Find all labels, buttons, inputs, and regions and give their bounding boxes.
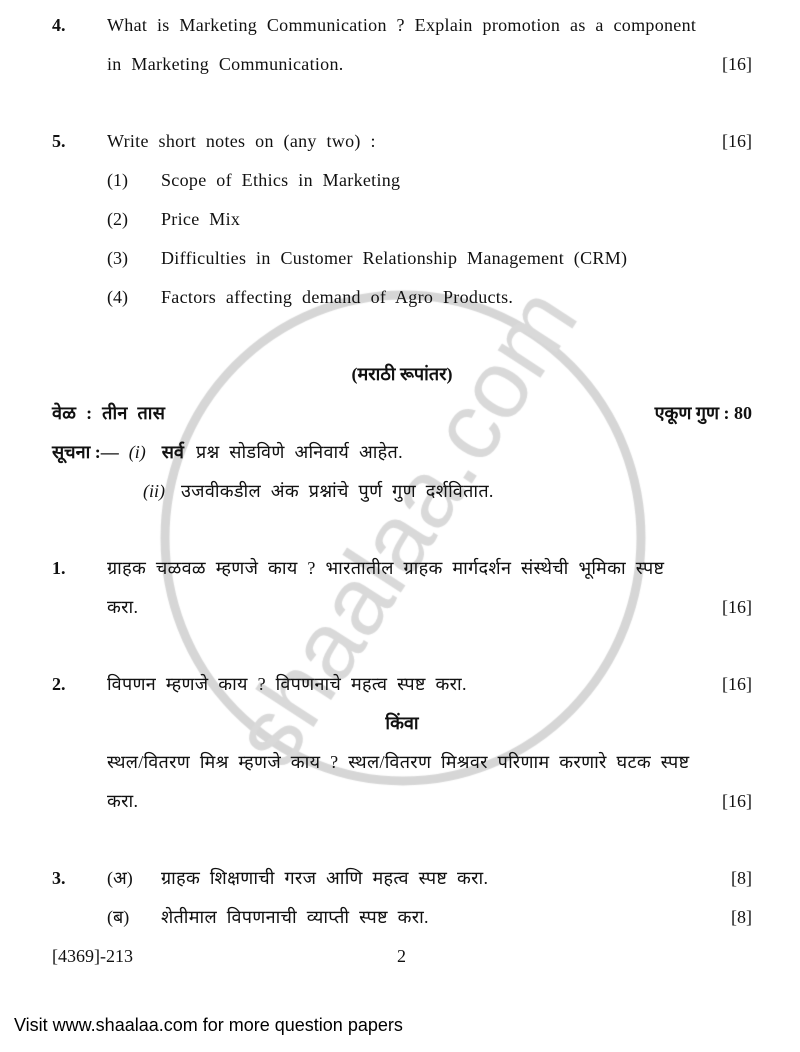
mq1-row-2 xyxy=(52,596,752,635)
visit-link[interactable]: Visit www.shaalaa.com for more question papers xyxy=(14,1015,403,1035)
q4-number: 4. xyxy=(52,15,66,35)
mq2-number: 2. xyxy=(52,674,66,694)
mq3b-number: (ब) xyxy=(107,907,130,927)
instruction-bold: सर्व xyxy=(161,442,184,462)
q5-item-number: (4) xyxy=(107,287,128,307)
mq3b-row xyxy=(52,906,752,945)
mq3a-text: ग्राहक शिक्षणाची गरज आणि महत्व स्पष्ट करा. xyxy=(161,868,489,888)
mq2-text: विपणन म्हणजे काय ? विपणनाचे महत्व स्पष्ट करा. xyxy=(107,674,467,694)
or-row xyxy=(52,712,752,751)
q5-item-text: Scope of Ethics in Marketing xyxy=(161,170,401,190)
paper-content xyxy=(52,14,752,967)
mq2-row xyxy=(52,673,752,712)
mq1-text-line2: करा. xyxy=(107,597,139,617)
mq2-alt-line2: करा. xyxy=(107,791,139,811)
q5-item xyxy=(52,247,752,286)
mq3-number: 3. xyxy=(52,868,66,888)
instruction-row xyxy=(52,441,752,480)
q5-row xyxy=(52,130,752,169)
mq2-alt-line1: स्थल/वितरण मिश्र म्हणजे काय ? स्थल/वितरण मिश्रवर परिणाम करणारे घटक स्पष्ट xyxy=(107,752,690,772)
q5-item-text: Factors affecting demand of Agro Products. xyxy=(161,287,514,307)
q5-item xyxy=(52,208,752,247)
q4-text-line2: in Marketing Communication. xyxy=(107,54,344,74)
q4-row xyxy=(52,14,752,53)
time-label: वेळ : तीन तास xyxy=(52,403,166,423)
paper-code: [4369]-213 xyxy=(52,946,133,966)
mq3a-marks: [8] xyxy=(731,868,752,888)
instruction-text: प्रश्न सोडविणे अनिवार्य आहेत. xyxy=(195,442,403,462)
marathi-heading-row xyxy=(52,363,752,402)
instructions-label: सूचना :— xyxy=(52,442,119,462)
q4-marks: [16] xyxy=(722,54,752,74)
instruction-row xyxy=(52,480,752,519)
mq1-row xyxy=(52,557,752,596)
mq2-alt-marks: [16] xyxy=(722,791,752,811)
instruction-text: उजवीकडील अंक प्रश्नांचे पुर्ण गुण दर्शवितात. xyxy=(181,481,494,501)
mq1-text-line1: ग्राहक चळवळ म्हणजे काय ? भारतातील ग्राहक मार्गदर्शन संस्थेची भूमिका स्पष्ट xyxy=(107,558,665,578)
q5-item-text: Difficulties in Customer Relationship Management (CRM) xyxy=(161,248,628,268)
q5-item-number: (3) xyxy=(107,248,128,268)
total-marks: एकूण गुण : 80 xyxy=(654,403,752,423)
mq2-marks: [16] xyxy=(722,674,752,694)
page-number: 2 xyxy=(397,946,406,966)
q5-number: 5. xyxy=(52,131,66,151)
mq1-number: 1. xyxy=(52,558,66,578)
or-label: किंवा xyxy=(385,713,419,733)
mq3b-marks: [8] xyxy=(731,907,752,927)
q5-item-number: (2) xyxy=(107,209,128,229)
instruction-number: (ii) xyxy=(143,481,165,501)
marathi-heading: (मराठी रूपांतर) xyxy=(351,364,453,384)
q5-item xyxy=(52,286,752,325)
footer-row xyxy=(52,945,752,967)
instruction-number: (i) xyxy=(128,442,146,462)
q5-item-text: Price Mix xyxy=(161,209,241,229)
q4-text-line1: What is Marketing Communication ? Explain promotion as a component xyxy=(107,15,697,35)
mq2-alt-row-2 xyxy=(52,790,752,829)
mq3a-number: (अ) xyxy=(107,868,133,888)
mq3a-row xyxy=(52,867,752,906)
time-row xyxy=(52,402,752,441)
q5-item xyxy=(52,169,752,208)
q5-marks: [16] xyxy=(722,131,752,151)
mq2-alt-row xyxy=(52,751,752,790)
q5-item-number: (1) xyxy=(107,170,128,190)
q5-text: Write short notes on (any two) : xyxy=(107,131,376,151)
mq3b-text: शेतीमाल विपणनाची व्याप्ती स्पष्ट करा. xyxy=(161,907,429,927)
q4-row-2 xyxy=(52,53,752,92)
mq1-marks: [16] xyxy=(722,597,752,617)
